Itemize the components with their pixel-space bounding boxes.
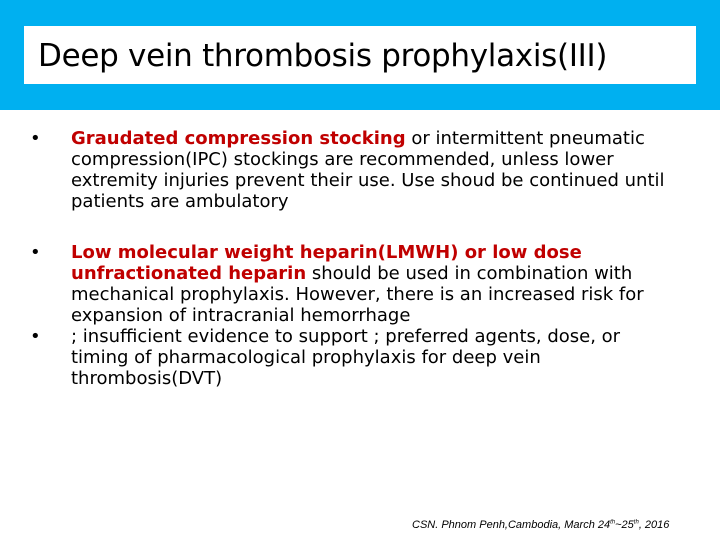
- slide-content: [30, 128, 680, 389]
- bullet-item: [30, 128, 680, 212]
- bullet-item: [30, 326, 680, 389]
- slide-title: Deep vein thrombosis prophylaxis(III): [38, 38, 608, 74]
- footer-sup-2: th: [633, 519, 639, 526]
- footer-sup-1: th: [610, 519, 616, 526]
- bullet-highlight: Low molecular weight heparin(LMWH) or low dose unfractionated heparin: [71, 242, 582, 284]
- bullet-highlight: Graudated compression stocking: [71, 128, 406, 149]
- bullet-marker: •: [30, 326, 41, 347]
- footer-prefix: CSN. Phnom Penh,Cambodia, March 24: [412, 519, 611, 531]
- footer-citation: [412, 519, 669, 531]
- bullet-item: [30, 242, 680, 326]
- footer-mid: ~25: [615, 519, 634, 531]
- footer-suffix: , 2016: [638, 519, 670, 531]
- bullet-text: should be used in combination with mechanical prophylaxis. However, there is an increased risk for expansion of intracranial hemorrhage: [71, 263, 644, 326]
- bullet-text: or intermittent pneumatic compression(IPC) stockings are recommended, unless lower extremity injuries prevent their use. Use shoud be continued until patients are ambulatory: [71, 128, 665, 212]
- bullet-marker: •: [30, 128, 41, 149]
- bullet-text: ; insufficient evidence to support ; preferred agents, dose, or timing of pharmacological prophylaxis for deep vein thrombosis(DVT): [71, 326, 621, 389]
- bullet-marker: •: [30, 242, 41, 263]
